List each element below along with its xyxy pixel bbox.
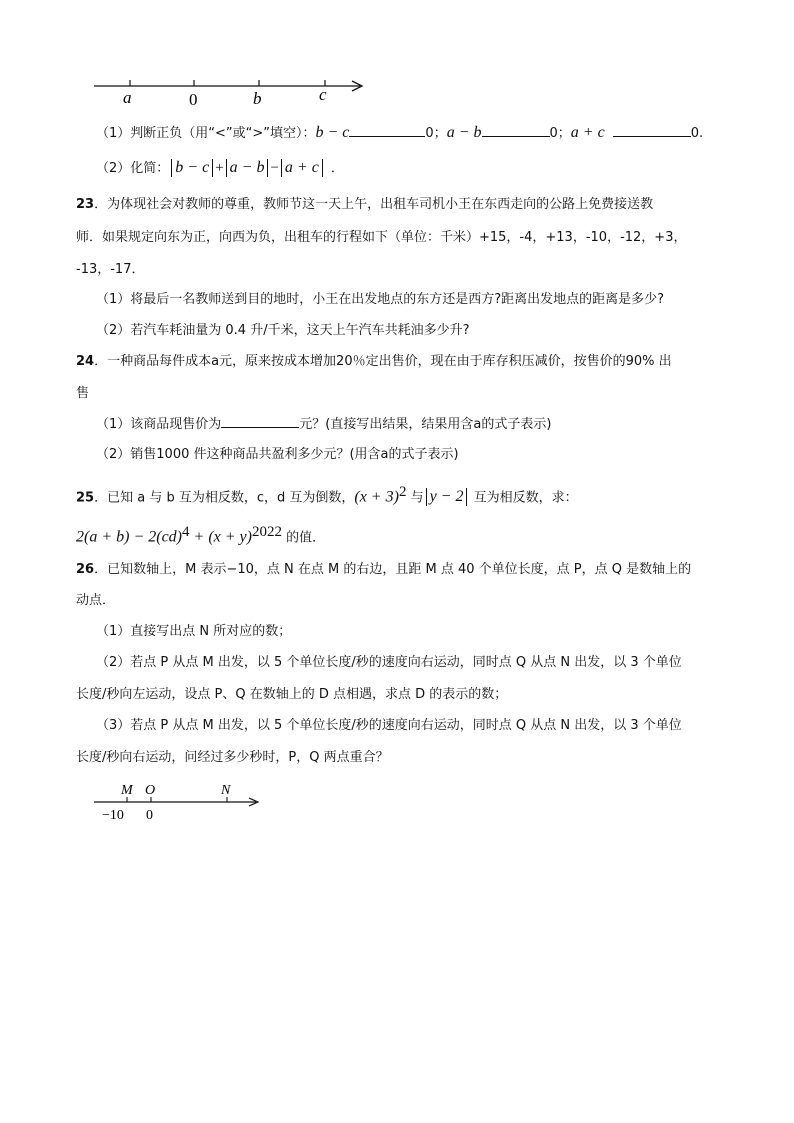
q24-part1: （1）该商品现售价为 元？(直接写出结果，结果用含a的式子表示) xyxy=(96,417,552,432)
answer-blank-price[interactable] xyxy=(221,415,299,428)
label-0: 0 xyxy=(189,90,198,109)
q26-part3-line1: （3）若点 P 从点 M 出发，以 5 个单位长度/秒的速度向右运动，同时点 Q 从点 N 出发，以 3 个单位 xyxy=(96,718,682,733)
question-number: 26 xyxy=(76,562,95,577)
q24-line2: 售 xyxy=(76,386,90,401)
answer-blank-3[interactable] xyxy=(613,124,691,137)
q24-line1: 24．一种商品每件成本a元，原来按成本增加20％定出售价，现在由于库存积压减价，按售价的90% 出 xyxy=(76,354,672,369)
label-o: O xyxy=(145,783,156,798)
label-n: N xyxy=(221,783,231,798)
question-number: 25 xyxy=(76,490,95,506)
question-number: 24 xyxy=(76,354,95,369)
q26-part2-line2: 长度/秒向左运动，设点 P、Q 在数轴上的 D 点相遇，求点 D 的表示的数； xyxy=(76,687,508,702)
q25-line1: 25．已知 a 与 b 互为相反数，c，d 互为倒数，$(x + 3)^2$ 与 y − 2 互为相反数，求： xyxy=(76,484,578,506)
label-b: b xyxy=(253,89,262,108)
q24-part2: （2）销售1000 件这种商品共盈利多少元？(用含a的式子表示) xyxy=(96,447,459,462)
question-number: 23 xyxy=(76,197,95,212)
q23-line1: 23．为体现社会对教师的尊重，教师节这一天上午，出租车司机小王在东西走向的公路上免费接送教 xyxy=(76,197,654,212)
q26-line2: 动点． xyxy=(76,593,116,608)
expr-a-plus-c: a + c xyxy=(570,124,605,141)
label-minus-10: −10 xyxy=(102,808,124,823)
abs-y-minus-2: y − 2 xyxy=(426,488,468,506)
number-line-2 xyxy=(90,778,270,826)
q22-part1: （1）判断正负（用“<”或“>”填空）：b − c 0；a − b 0；a + c 0. xyxy=(96,124,704,141)
q25-line2: $2(a + b) - 2(cd)^4 + (x + y)^{2022}$ 的值． xyxy=(76,524,326,546)
label-a: a xyxy=(123,88,132,107)
q26-line1: 26．已知数轴上，M 表示−10，点 N 在点 M 的右边，且距 M 点 40 个单位长度，点 P，点 Q 是数轴上的 xyxy=(76,562,692,577)
q23-line2: 师．如果规定向东为正，向西为负，出租车的行程如下（单位：千米）+15，-4，+13，-10，-12，+3， xyxy=(76,230,687,245)
q23-part2: （2）若汽车耗油量为 0.4 升/千米，这天上午汽车共耗油多少升? xyxy=(96,323,470,338)
abs-b-minus-c: b − c xyxy=(171,159,213,177)
expr-b-minus-c: b − c xyxy=(315,124,350,141)
expr-a-minus-b: a − b xyxy=(446,124,482,141)
abs-a-minus-b: a − b xyxy=(226,159,269,177)
q23-line3: -13，-17． xyxy=(76,262,145,277)
abs-a-plus-c: a + c xyxy=(281,159,323,177)
answer-blank-2[interactable] xyxy=(482,124,550,137)
number-line-1 xyxy=(90,70,380,115)
q22-part2: （2）化简： b − c + a − b − a + c ． xyxy=(96,159,344,176)
q26-part2-line1: （2）若点 P 从点 M 出发，以 5 个单位长度/秒的速度向右运动，同时点 Q 从点 N 出发，以 3 个单位 xyxy=(96,655,682,670)
q23-part1: （1）将最后一名教师送到目的地时，小王在出发地点的东方还是西方?距离出发地点的距离是多少? xyxy=(96,292,665,307)
answer-blank-1[interactable] xyxy=(349,124,425,137)
q26-part3-line2: 长度/秒向右运动，问经过多少秒时，P，Q 两点重合？ xyxy=(76,750,389,765)
label-zero: 0 xyxy=(146,808,153,823)
label-c: c xyxy=(319,85,327,104)
label-m: M xyxy=(121,783,133,798)
q26-part1: （1）直接写出点 N 所对应的数； xyxy=(96,624,292,639)
